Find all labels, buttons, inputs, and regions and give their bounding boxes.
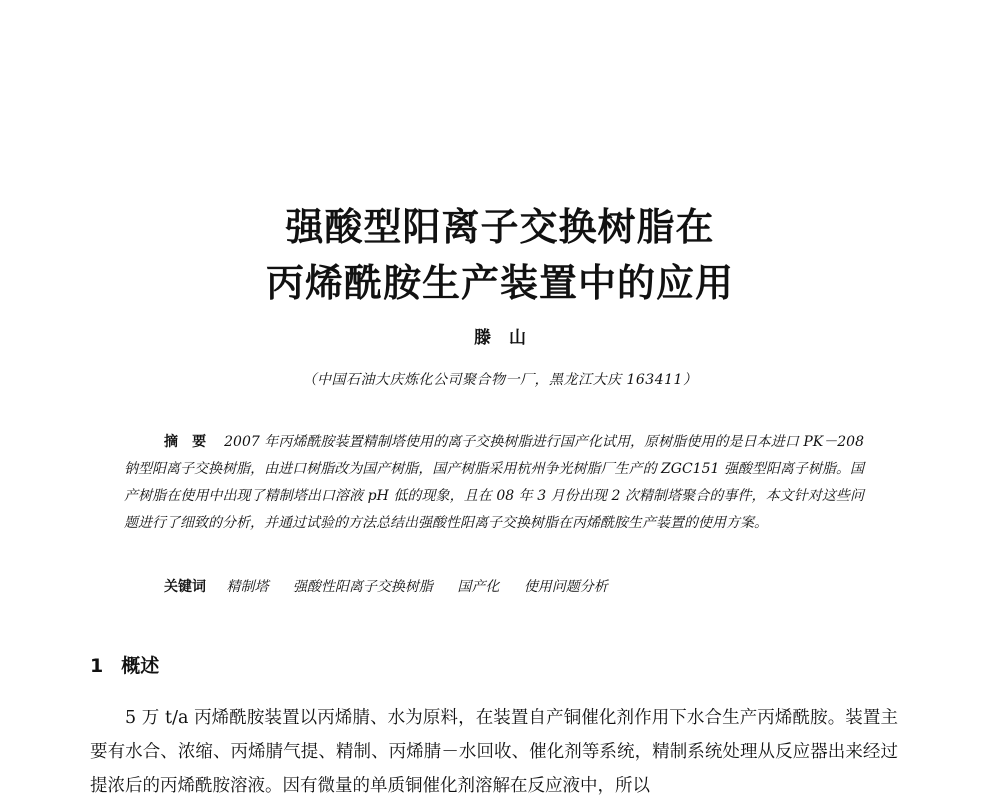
abstract-label: 摘要 bbox=[164, 434, 221, 450]
abstract-text: 2007 年丙烯酰胺装置精制塔使用的离子交换树脂进行国产化试用，原树脂使用的是日本进口 PK－208 钠型阳离子交换树脂，由进口树脂改为国产树脂，国产树脂采用杭州争光树脂厂生产的 ZGC151 强酸型阳离子树脂。国产树脂在使用中出现了精制塔出口溶液 pH 低的现象，且在 08 年 3 月份出现 2 次精制塔聚合的事件，本文针对这些问题进行了细致的分析，并通过试验的方法总结出强酸性阳离子交换树脂在丙烯酰胺生产装置的使用方案。 bbox=[124, 434, 864, 531]
keyword-item: 精制塔 bbox=[226, 579, 269, 595]
keyword-item: 强酸性阳离子交换树脂 bbox=[292, 579, 433, 595]
keyword-item: 使用问题分析 bbox=[523, 579, 608, 595]
section-title: 概述 bbox=[121, 655, 160, 677]
keywords-label: 关键词 bbox=[164, 579, 206, 595]
author-affiliation: （中国石油大庆炼化公司聚合物一厂，黑龙江大庆 163411） bbox=[302, 372, 698, 388]
keyword-item: 国产化 bbox=[457, 579, 500, 595]
abstract bbox=[124, 429, 864, 537]
keywords bbox=[164, 576, 628, 596]
section-paragraph: 5 万 t/a 丙烯酰胺装置以丙烯腈、水为原料，在装置自产铜催化剂作用下水合生产丙烯酰胺。装置主要有水合、浓缩、丙烯腈气提、精制、丙烯腈－水回收、催化剂等系统，精制系统处理从反应器出来经过提浓后的丙烯酰胺溶液。因有微量的单质铜催化剂溶解在反应液中，所以 bbox=[90, 708, 898, 796]
section-heading bbox=[90, 651, 159, 678]
section-number: 1 bbox=[90, 655, 104, 677]
paper-title-line-2: 丙烯酰胺生产装置中的应用 bbox=[265, 261, 734, 305]
author-name: 滕山 bbox=[474, 328, 544, 348]
paper-title-line-1: 强酸型阳离子交换树脂在 bbox=[285, 205, 715, 249]
